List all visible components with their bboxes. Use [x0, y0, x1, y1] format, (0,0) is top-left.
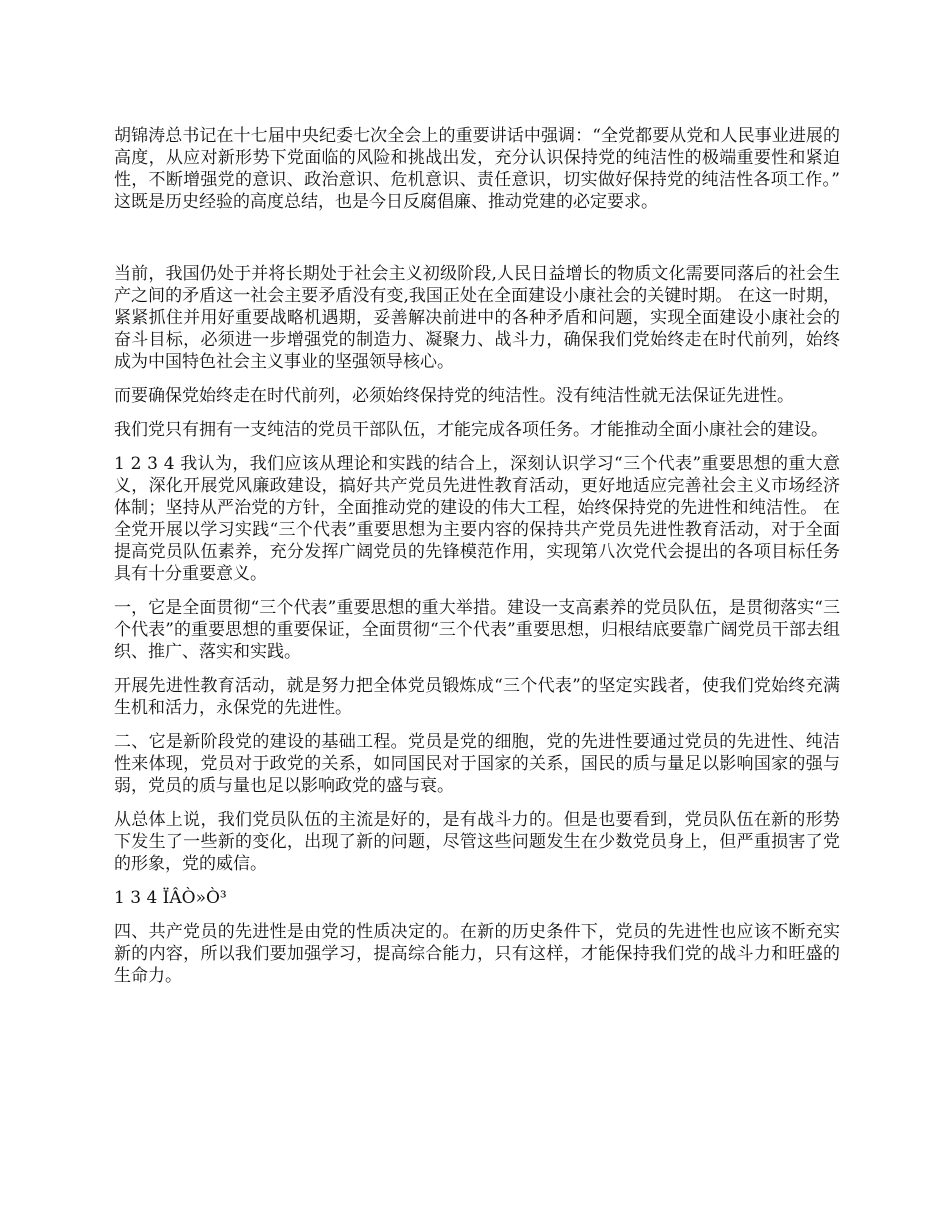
- paragraph-2: 当前，我国仍处于并将长期处于社会主义初级阶段,人民日益增长的物质文化需要同落后的社会生产之间的矛盾这一社会主要矛盾没有变,我国正处在全面建设小康社会的关键时期。 在这一时期，紧紧抓住并用好重要战略机遇期，妥善解决前进中的各种矛盾和问题，实现全面建设小康社会的奋斗目标，必须进一步增强党的制造力、凝聚力、战斗力，确保我们党始终走在时代前列，始终成为中国特色社会主义事业的坚强领导核心。: [114, 264, 840, 372]
- paragraph-6: 一，它是全面贯彻“三个代表”重要思想的重大举措。建设一支高素养的党员队伍，是贯彻落实“三个代表”的重要思想的重要保证，全面贯彻“三个代表”重要思想，归根结底要靠广阔党员干部去组织、推广、落实和实践。: [114, 598, 840, 662]
- document-body: [114, 125, 840, 999]
- paragraph-spacer: [114, 225, 840, 263]
- paragraph-9: 从总体上说，我们党员队伍的主流是好的，是有战斗力的。但是也要看到，党员队伍在新的形势下发生了一些新的变化，出现了新的问题，尽管这些问题发生在少数党员身上，但严重损害了党的形象，党的威信。: [114, 810, 840, 874]
- paragraph-5: 1 2 3 4 我认为，我们应该从理论和实践的结合上，深刻认识学习“三个代表”重要思想的重大意义，深化开展党风廉政建设，搞好共产党员先进性教育活动，更好地适应完善社会主义市场经济体制；坚持从严治党的方针，全面推动党的建设的伟大工程，始终保持党的先进性和纯洁性。 在全党开展以学习实践“三个代表”重要思想为主要内容的保持共产党员先进性教育活动，对于全面提高党员队伍素养，充分发挥广阔党员的先锋模范作用，实现第八次党代会提出的各项目标任务具有十分重要意义。: [114, 454, 840, 584]
- paragraph-1: 胡锦涛总书记在十七届中央纪委七次全会上的重要讲话中强调：“全党都要从党和人民事业进展的高度，从应对新形势下党面临的风险和挑战出发，充分认识保持党的纯洁性的极端重要性和紧迫性，不断增强党的意识、政治意识、危机意识、责任意识，切实做好保持党的纯洁性各项工作。”这既是历史经验的高度总结，也是今日反腐倡廉、推动党建的必定要求。: [114, 126, 840, 212]
- paragraph-10: 四、共产党员的先进性是由党的性质决定的。在新的历史条件下，党员的先进性也应该不断充实新的内容，所以我们要加强学习，提高综合能力，只有这样，才能保持我们党的战斗力和旺盛的生命力。: [114, 922, 840, 986]
- paragraph-8: 二、它是新阶段党的建设的基础工程。党员是党的细胞，党的先进性要通过党员的先进性、纯洁性来体现，党员对于政党的关系，如同国民对于国家的关系，国民的质与量足以影响国家的强与弱，党员的质与量也足以影响政党的盛与衰。: [114, 732, 840, 796]
- paragraph-3: 而要确保党始终走在时代前列，必须始终保持党的纯洁性。没有纯洁性就无法保证先进性。: [114, 386, 794, 406]
- paragraph-7: 开展先进性教育活动，就是努力把全体党员锻炼成“三个代表”的坚定实践者，使我们党始终充满生机和活力，永保党的先进性。: [114, 676, 840, 718]
- paragraph-4: 我们党只有拥有一支纯洁的党员干部队伍，才能完成各项任务。才能推动全面小康社会的建设。: [114, 420, 828, 440]
- page-navigation-text: 1 3 4 ÏÂÒ»Ò³: [114, 888, 227, 908]
